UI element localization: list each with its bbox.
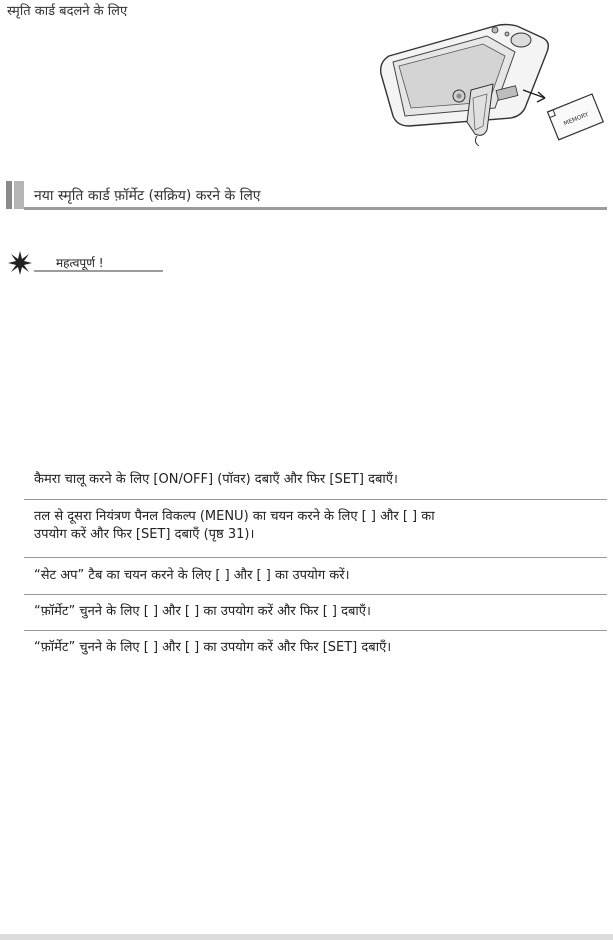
heading-rule xyxy=(24,207,607,210)
step-2-text-line2: उपयोग करें और फिर [SET] दबाएँ (पृष्ठ 31)। xyxy=(34,527,255,542)
step-2-text-line1: तल से दूसरा नियंत्रण पैनल विकल्प (MENU) का चयन करने के लिए [ ] और [ ] का xyxy=(34,509,435,524)
heading-marker-dark xyxy=(6,181,12,209)
step-1-text: कैमरा चालू करने के लिए [ON/OFF] (पॉवर) दबाएँ और फिर [SET] दबाएँ। xyxy=(34,472,398,487)
important-rule xyxy=(34,270,163,272)
section-title: नया स्मृति कार्ड फ़ॉर्मेट (सक्रिय) करने के लिए xyxy=(34,188,261,204)
important-callout xyxy=(8,251,163,275)
footer-bar xyxy=(0,934,613,940)
camera-illustration xyxy=(375,18,607,146)
memory-card-label: MEMORY xyxy=(562,111,590,128)
important-label: महत्वपूर्ण ! xyxy=(56,256,104,270)
step-1 xyxy=(34,471,594,489)
step-3 xyxy=(34,567,594,585)
step-divider xyxy=(24,594,607,595)
step-4 xyxy=(34,603,594,621)
step-4-text: “फ़ॉर्मेट” चुनने के लिए [ ] और [ ] का उपयोग करें और फिर [ ] दबाएँ। xyxy=(34,604,371,619)
sub-heading: स्मृति कार्ड बदलने के लिए xyxy=(7,4,128,19)
heading-marker-light xyxy=(14,181,24,209)
step-5 xyxy=(34,639,594,657)
step-divider xyxy=(24,499,607,500)
step-divider xyxy=(24,630,607,631)
step-3-text: “सेट अप” टैब का चयन करने के लिए [ ] और [ ] का उपयोग करें। xyxy=(34,568,350,583)
step-2 xyxy=(34,508,594,544)
starburst-icon xyxy=(8,251,32,275)
section-heading xyxy=(0,181,613,211)
step-divider xyxy=(24,557,607,558)
step-5-text: “फ़ॉर्मेट” चुनने के लिए [ ] और [ ] का उपयोग करें और फिर [SET] दबाएँ। xyxy=(34,640,392,655)
